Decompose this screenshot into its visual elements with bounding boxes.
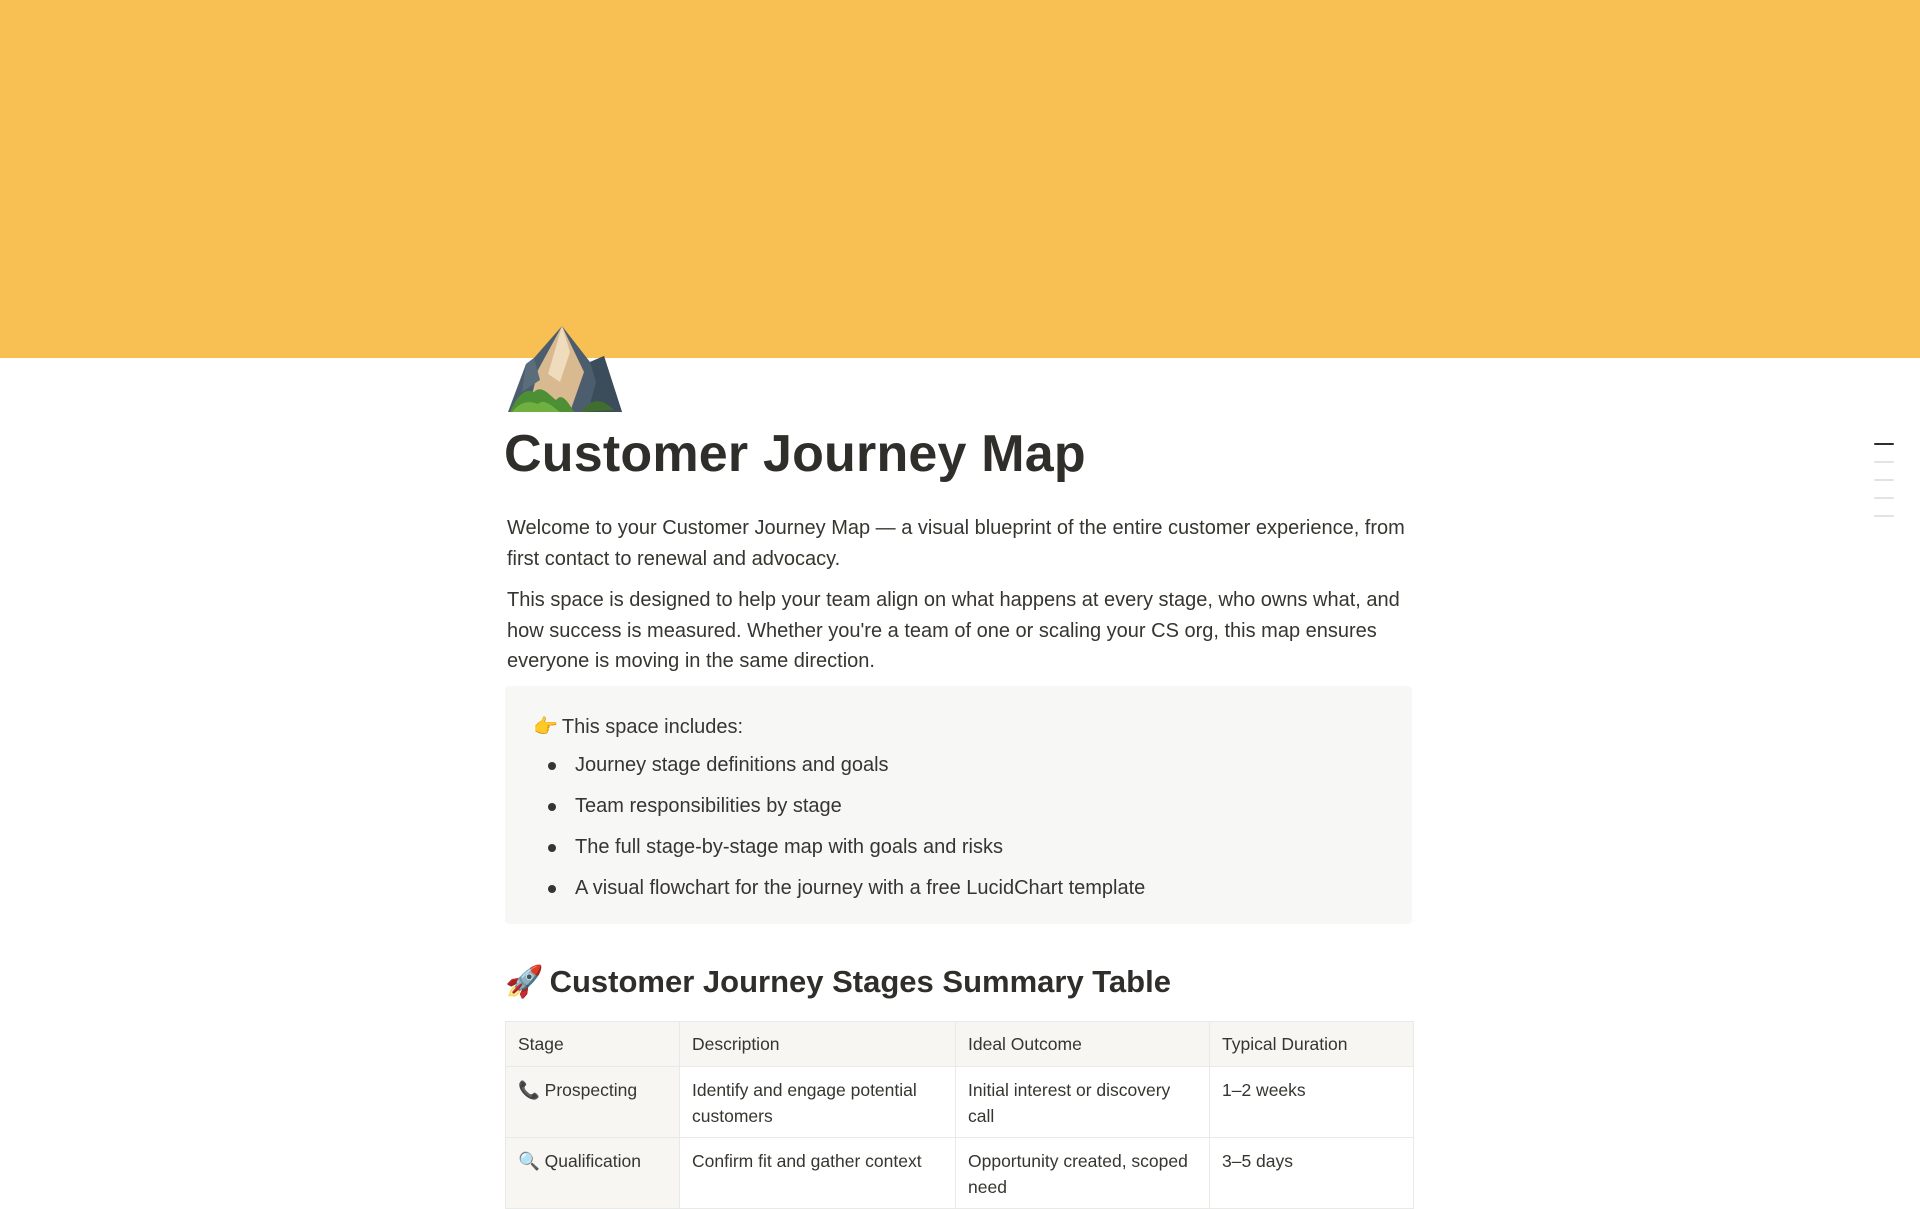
callout-bullet-list [541, 750, 1145, 914]
toc-line[interactable] [1874, 497, 1894, 499]
intro-section [507, 513, 1412, 677]
stage-cell[interactable] [506, 1138, 680, 1209]
rocket-icon: 🚀 [505, 964, 544, 999]
intro-paragraph[interactable]: Welcome to your Customer Journey Map — a visual blueprint of the entire customer experience, from first contact to renewal and advocacy. [507, 517, 1405, 570]
column-header-description[interactable]: Description [680, 1022, 956, 1067]
bullet-icon [548, 885, 556, 893]
callout-block[interactable] [505, 686, 1412, 924]
list-item-text: Journey stage definitions and goals [575, 754, 889, 776]
bullet-icon [548, 762, 556, 770]
stage-name: Prospecting [544, 1080, 638, 1100]
outcome-cell[interactable]: Initial interest or discovery call [956, 1067, 1210, 1138]
bullet-icon [548, 844, 556, 852]
stages-summary-table [505, 1021, 1414, 1209]
column-header-stage[interactable]: Stage [506, 1022, 680, 1067]
intro-paragraph[interactable]: This space is designed to help your team align on what happens at every stage, who owns what, and how success is measured. Whether you're a team of one or scaling your CS org, this map ensures everyone is moving in the same direction. [507, 589, 1400, 672]
page-icon-mountain[interactable] [504, 322, 624, 416]
callout-heading [533, 712, 743, 742]
duration-cell[interactable]: 1–2 weeks [1210, 1067, 1414, 1138]
description-cell[interactable]: Confirm fit and gather context [680, 1138, 956, 1209]
list-item[interactable] [541, 873, 1145, 914]
toc-line[interactable] [1874, 515, 1894, 517]
table-row [506, 1138, 1414, 1209]
bullet-icon [548, 803, 556, 811]
table-of-contents-minimap[interactable] [1874, 443, 1894, 533]
table-header-row [506, 1022, 1414, 1067]
list-item[interactable] [541, 791, 1145, 832]
stage-cell[interactable] [506, 1067, 680, 1138]
page-title[interactable]: Customer Journey Map [504, 425, 1086, 483]
table-row [506, 1067, 1414, 1138]
magnifying-glass-icon: 🔍 [518, 1151, 540, 1171]
telephone-icon: 📞 [518, 1080, 540, 1100]
list-item-text: Team responsibilities by stage [575, 795, 842, 817]
toc-line[interactable] [1874, 461, 1894, 463]
stage-name: Qualification [544, 1151, 641, 1171]
section-heading-summary-table[interactable] [505, 960, 1171, 1004]
list-item-text: The full stage-by-stage map with goals and risks [575, 836, 1003, 858]
toc-line[interactable] [1874, 479, 1894, 481]
callout-heading-text: This space includes: [561, 716, 744, 738]
pointing-hand-icon: 👉 [533, 716, 558, 738]
duration-cell[interactable]: 3–5 days [1210, 1138, 1414, 1209]
page-cover-banner[interactable] [0, 0, 1920, 358]
description-cell[interactable]: Identify and engage potential customers [680, 1067, 956, 1138]
list-item[interactable] [541, 832, 1145, 873]
list-item-text: A visual flowchart for the journey with a free LucidChart template [575, 877, 1146, 899]
toc-line-active[interactable] [1874, 443, 1894, 445]
mountain-icon [504, 322, 624, 416]
section-heading-text: Customer Journey Stages Summary Table [549, 964, 1171, 999]
column-header-typical-duration[interactable]: Typical Duration [1210, 1022, 1414, 1067]
column-header-ideal-outcome[interactable]: Ideal Outcome [956, 1022, 1210, 1067]
outcome-cell[interactable]: Opportunity created, scoped need [956, 1138, 1210, 1209]
list-item[interactable] [541, 750, 1145, 791]
